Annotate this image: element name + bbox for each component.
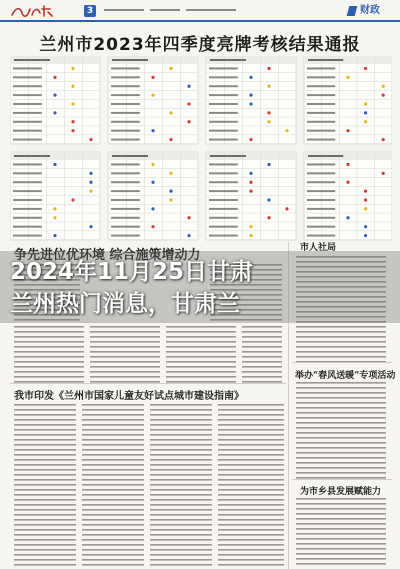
dateline-placeholder	[104, 7, 254, 15]
issue-number: 3	[84, 5, 96, 17]
section-badge: 财政	[348, 3, 388, 19]
masthead	[0, 0, 400, 22]
article-title-right-3: 为市乡县发展赋能力	[300, 487, 382, 497]
results-tables	[10, 56, 392, 242]
newspaper-logo-icon	[10, 4, 54, 18]
page-headline: 兰州市2023年四季度亮牌考核结果通报	[39, 35, 361, 55]
overlay-headline	[0, 256, 400, 320]
article-title-right-1: 市人社局	[300, 243, 337, 253]
article-title-right-2: 举办“春风送暖”专项活动	[295, 371, 396, 381]
results-tables-graphic	[10, 56, 392, 242]
overlay-line-2: 兰州热门消息，甘肃兰	[10, 291, 240, 317]
overlay-line-1: 2024年11月25日甘肃	[10, 259, 254, 285]
article-title-left-top: 争先进位优环境 综合施策增动力	[14, 248, 201, 263]
article-title-left-bottom: 我市印发《兰州市国家儿童友好试点城市建设指南》	[14, 391, 244, 402]
